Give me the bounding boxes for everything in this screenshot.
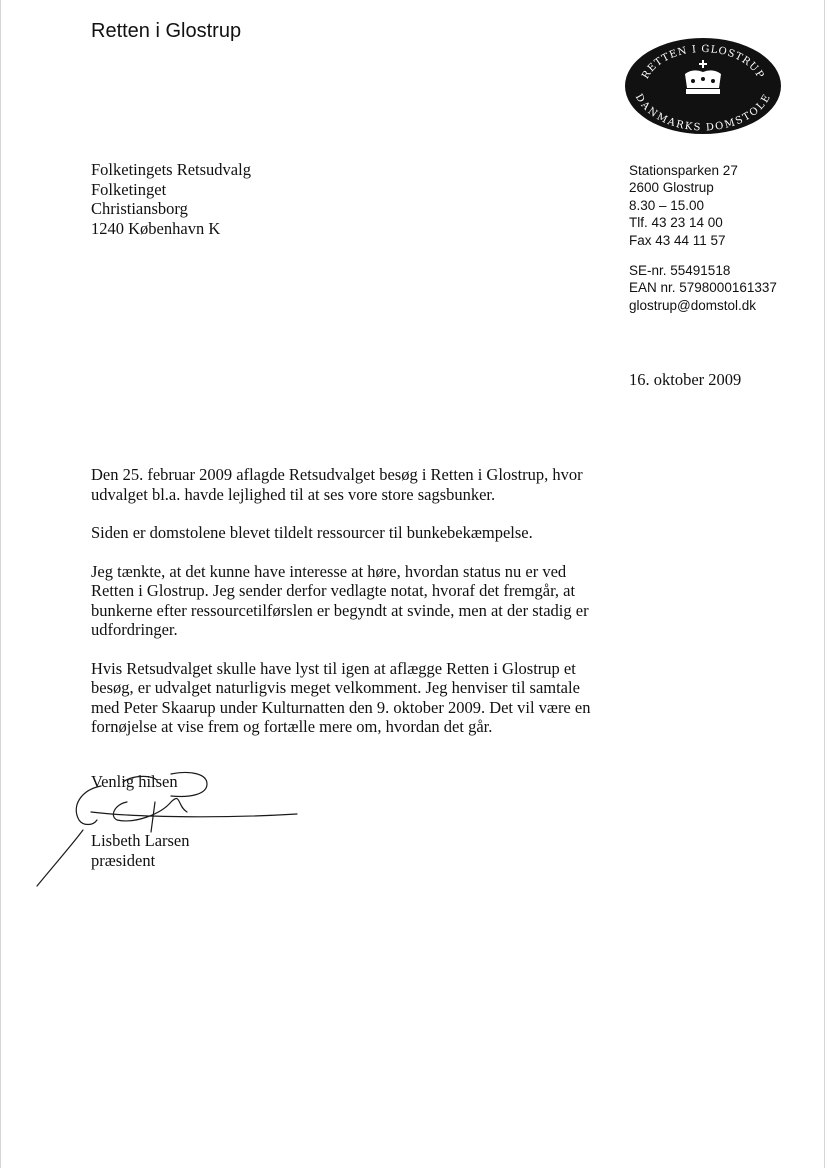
signer-name: Lisbeth Larsen xyxy=(91,831,190,850)
court-name: Retten i Glostrup xyxy=(91,20,242,42)
recipient-line: Folketingets Retsudvalg xyxy=(91,160,251,179)
closing-salutation: Venlig hilsen xyxy=(91,772,178,791)
court-contact-info xyxy=(629,162,777,314)
body-paragraph: Jeg tænkte, at det kunne have interesse at høre, hvordan status nu er ved Retten i Glostrup. Jeg sender derfor vedlagte notat, hvoraf det fremgår, at bunkerne efter ressourcetilførslen er begyndt at svinde, men at der stadig er udfordringer. xyxy=(91,561,589,639)
recipient-line: 1240 København K xyxy=(91,218,221,238)
contact-phone: Tlf. 43 23 14 00 xyxy=(629,215,723,231)
body-paragraph: Siden er domstolene blevet tildelt ressourcer til bunkebekæmpelse. xyxy=(91,523,533,542)
contact-email: glostrup@domstol.dk xyxy=(629,297,757,313)
contact-hours: 8.30 – 15.00 xyxy=(629,197,705,213)
letter-body xyxy=(91,465,611,756)
recipient-address xyxy=(91,160,251,238)
signer-title: præsident xyxy=(91,850,156,870)
recipient-line: Folketinget xyxy=(91,179,167,199)
contact-fax: Fax 43 44 11 57 xyxy=(629,232,726,248)
contact-se-nr: SE-nr. 55491518 xyxy=(629,263,731,279)
recipient-line: Christiansborg xyxy=(91,199,188,218)
contact-city: 2600 Glostrup xyxy=(629,180,714,196)
letter-date: 16. oktober 2009 xyxy=(629,370,742,389)
body-paragraph: Den 25. februar 2009 aflagde Retsudvalget besøg i Retten i Glostrup, hvor udvalget bl.a. havde lejlighed til at ses vore store sagsbunker. xyxy=(91,465,583,504)
svg-text:RETTEN I GLOSTRUP: RETTEN I GLOSTRUP xyxy=(640,43,766,82)
handwritten-signature xyxy=(31,762,311,892)
court-seal xyxy=(623,36,783,136)
signer-block xyxy=(91,831,190,870)
svg-text:DANMARKS DOMSTOLE: DANMARKS DOMSTOLE xyxy=(632,92,774,134)
contact-ean-nr: EAN nr. 5798000161337 xyxy=(629,280,777,296)
contact-address: Stationsparken 27 xyxy=(629,163,738,178)
body-paragraph: Hvis Retsudvalget skulle have lyst til igen at aflægge Retten i Glostrup et besøg, er udvalget naturligvis meget velkomment. Jeg henviser til samtale med Peter Skaarup under Kulturnatten den 9. oktober 2009. Det vil være en fornøjelse at vise frem og fortælle mere om, hvordan det går. xyxy=(91,658,591,736)
